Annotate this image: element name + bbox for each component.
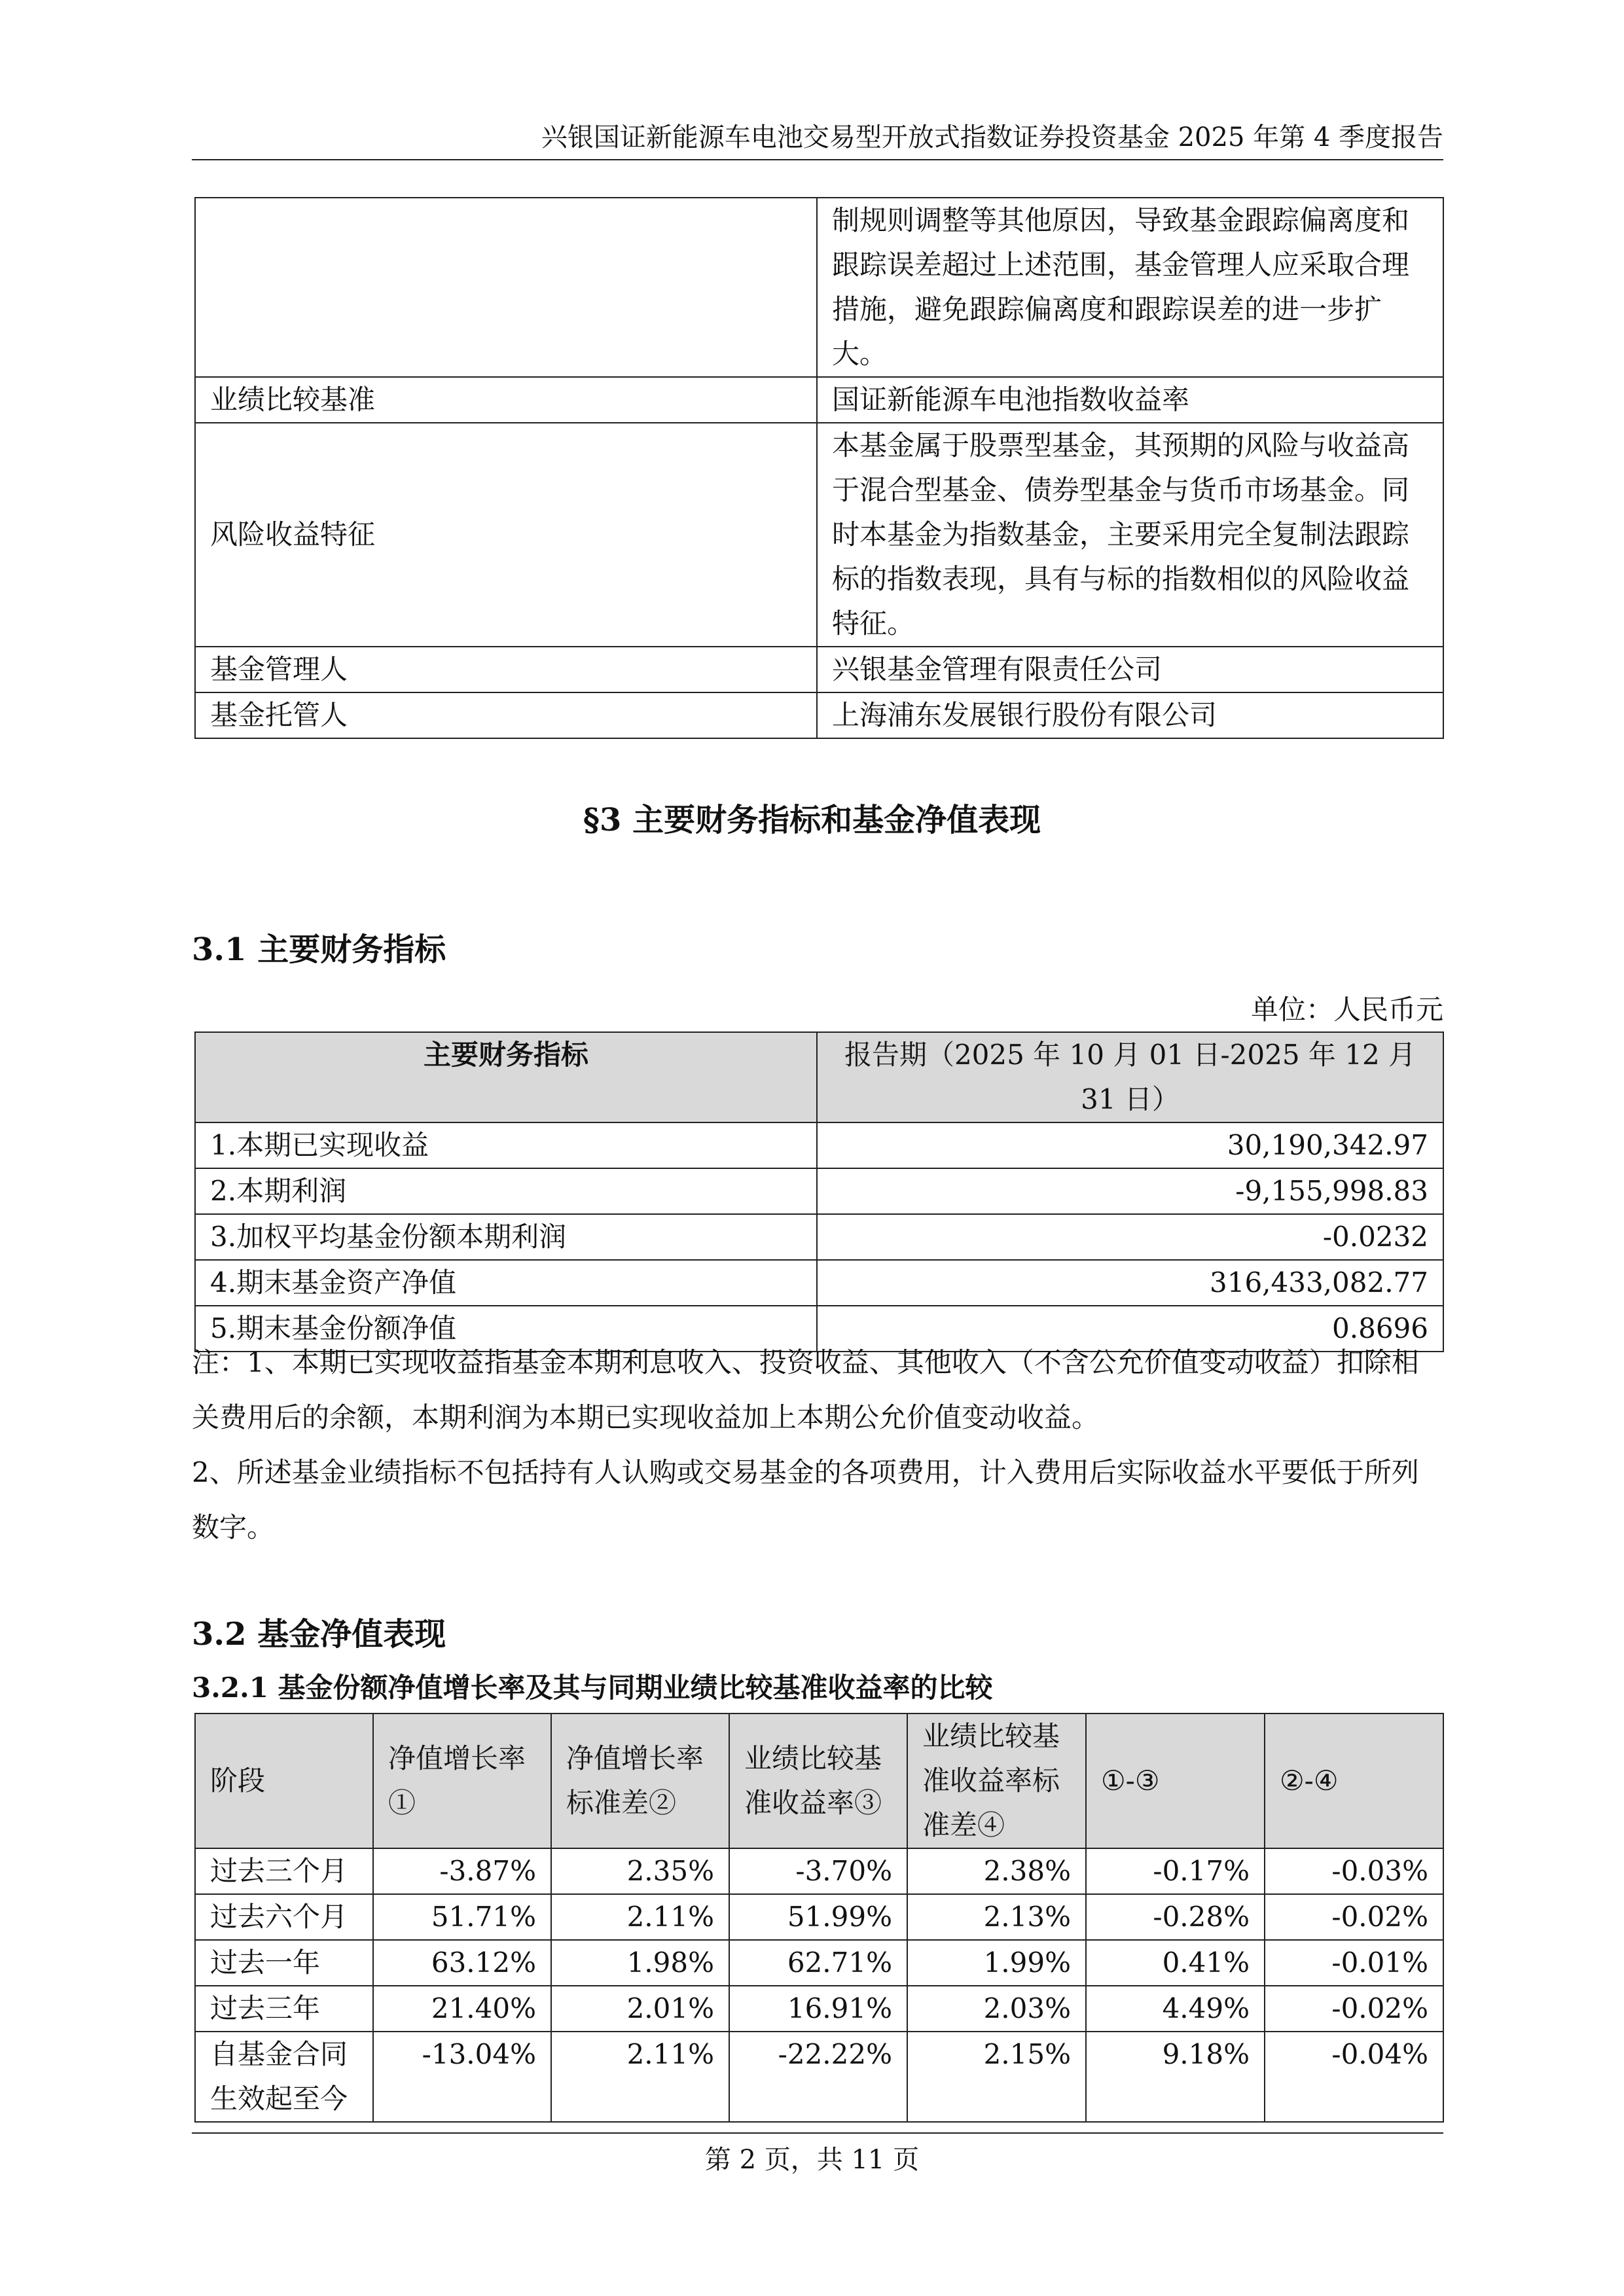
indicator-value: 316,433,082.77 bbox=[817, 1260, 1443, 1306]
table-row bbox=[195, 1214, 1443, 1260]
indicator-label: 3.加权平均基金份额本期利润 bbox=[195, 1214, 817, 1260]
table-cell: -3.70% bbox=[729, 1848, 907, 1894]
table-header-row bbox=[195, 1032, 1443, 1122]
table-row bbox=[195, 1122, 1443, 1168]
report-header-title: 兴银国证新能源车电池交易型开放式指数证券投资基金 2025 年第 4 季度报告 bbox=[541, 122, 1443, 152]
table-cell: 0.41% bbox=[1086, 1940, 1265, 1986]
column-header: ②-④ bbox=[1265, 1713, 1443, 1848]
financial-indicators-table bbox=[194, 1031, 1444, 1352]
column-header: ①-③ bbox=[1086, 1713, 1265, 1848]
table-cell: 16.91% bbox=[729, 1986, 907, 2032]
table-cell: -13.04% bbox=[373, 2032, 551, 2122]
table-row bbox=[195, 1260, 1443, 1306]
period-label: 过去一年 bbox=[195, 1940, 373, 1986]
info-label bbox=[195, 198, 817, 377]
info-label: 风险收益特征 bbox=[195, 423, 817, 647]
table-cell: -22.22% bbox=[729, 2032, 907, 2122]
info-label: 基金管理人 bbox=[195, 647, 817, 692]
table-cell: -0.17% bbox=[1086, 1848, 1265, 1894]
info-value: 国证新能源车电池指数收益率 bbox=[817, 377, 1443, 423]
table-cell: -0.02% bbox=[1265, 1894, 1443, 1940]
table-cell: 1.99% bbox=[907, 1940, 1086, 1986]
table-cell: 4.49% bbox=[1086, 1986, 1265, 2032]
unit-label: 单位：人民币元 bbox=[1250, 994, 1443, 1026]
table-row bbox=[195, 1848, 1443, 1894]
table-cell: -0.01% bbox=[1265, 1940, 1443, 1986]
table-cell: -0.02% bbox=[1265, 1986, 1443, 2032]
fund-info-table bbox=[194, 197, 1444, 739]
column-header: 业绩比较基准收益率③ bbox=[729, 1713, 907, 1848]
table-row bbox=[195, 1894, 1443, 1940]
table-cell: 2.11% bbox=[551, 2032, 729, 2122]
table-row bbox=[195, 423, 1443, 647]
info-label: 基金托管人 bbox=[195, 692, 817, 738]
table-cell: 2.13% bbox=[907, 1894, 1086, 1940]
indicator-label: 1.本期已实现收益 bbox=[195, 1122, 817, 1168]
indicator-label: 2.本期利润 bbox=[195, 1168, 817, 1214]
table-cell: 51.71% bbox=[373, 1894, 551, 1940]
page-number: 第 2 页，共 11 页 bbox=[704, 2145, 920, 2175]
indicator-label: 4.期末基金资产净值 bbox=[195, 1260, 817, 1306]
table-cell: 63.12% bbox=[373, 1940, 551, 1986]
table-row bbox=[195, 1986, 1443, 2032]
column-header: 业绩比较基准收益率标准差④ bbox=[907, 1713, 1086, 1848]
table-cell: 2.35% bbox=[551, 1848, 729, 1894]
column-header: 净值增长率① bbox=[373, 1713, 551, 1848]
table-cell: -3.87% bbox=[373, 1848, 551, 1894]
table-cell: 51.99% bbox=[729, 1894, 907, 1940]
indicator-value: -0.0232 bbox=[817, 1214, 1443, 1260]
table-cell: 2.11% bbox=[551, 1894, 729, 1940]
note-paragraph: 注：1、本期已实现收益指基金本期利息收入、投资收益、其他收入（不含公允价值变动收益）扣除相关费用后的余额，本期利润为本期已实现收益加上本期公允价值变动收益。 bbox=[192, 1346, 1419, 1433]
table-cell: 1.98% bbox=[551, 1940, 729, 1986]
table-cell: 62.71% bbox=[729, 1940, 907, 1986]
subsection-title: 3.2 基金净值表现 bbox=[192, 1616, 446, 1653]
note-paragraph: 2、所述基金业绩指标不包括持有人认购或交易基金的各项费用，计入费用后实际收益水平要低于所列数字。 bbox=[192, 1456, 1419, 1543]
performance-table bbox=[194, 1713, 1444, 2123]
column-header: 净值增长率标准差② bbox=[551, 1713, 729, 1848]
info-value: 上海浦东发展银行股份有限公司 bbox=[817, 692, 1443, 738]
table-cell: 9.18% bbox=[1086, 2032, 1265, 2122]
section-title: §3 主要财务指标和基金净值表现 bbox=[583, 802, 1041, 838]
indicator-value: 30,190,342.97 bbox=[817, 1122, 1443, 1168]
table-cell: -0.03% bbox=[1265, 1848, 1443, 1894]
column-header: 阶段 bbox=[195, 1713, 373, 1848]
table-header-row bbox=[195, 1713, 1443, 1848]
table-cell: -0.04% bbox=[1265, 2032, 1443, 2122]
subsection-title: 3.1 主要财务指标 bbox=[192, 931, 446, 968]
table-row bbox=[195, 1940, 1443, 1986]
column-header: 主要财务指标 bbox=[195, 1032, 817, 1122]
table-row bbox=[195, 377, 1443, 423]
indicator-label: 5.期末基金份额净值 bbox=[195, 1306, 817, 1352]
table-cell: -0.28% bbox=[1086, 1894, 1265, 1940]
period-label: 过去六个月 bbox=[195, 1894, 373, 1940]
table-row bbox=[195, 1168, 1443, 1214]
info-value: 本基金属于股票型基金，其预期的风险与收益高于混合型基金、债券型基金与货币市场基金。同时本基金为指数基金，主要采用完全复制法跟踪标的指数表现，具有与标的指数相似的风险收益特征。 bbox=[817, 423, 1443, 647]
table-row bbox=[195, 2032, 1443, 2122]
header-divider bbox=[192, 159, 1443, 160]
table-cell: 2.01% bbox=[551, 1986, 729, 2032]
info-label: 业绩比较基准 bbox=[195, 377, 817, 423]
table-cell: 21.40% bbox=[373, 1986, 551, 2032]
indicator-value: -9,155,998.83 bbox=[817, 1168, 1443, 1214]
table-row bbox=[195, 647, 1443, 692]
indicator-value: 0.8696 bbox=[817, 1306, 1443, 1352]
table-cell: 2.38% bbox=[907, 1848, 1086, 1894]
table-cell: 2.15% bbox=[907, 2032, 1086, 2122]
info-value: 兴银基金管理有限责任公司 bbox=[817, 647, 1443, 692]
info-value: 制规则调整等其他原因，导致基金跟踪偏离度和跟踪误差超过上述范围，基金管理人应采取合理措施，避免跟踪偏离度和跟踪误差的进一步扩大。 bbox=[817, 198, 1443, 377]
table-row bbox=[195, 692, 1443, 738]
footer-divider bbox=[192, 2132, 1443, 2134]
table-cell: 2.03% bbox=[907, 1986, 1086, 2032]
column-header: 报告期（2025 年 10 月 01 日-2025 年 12 月 31 日） bbox=[817, 1032, 1443, 1122]
table-row bbox=[195, 198, 1443, 377]
period-label: 过去三年 bbox=[195, 1986, 373, 2032]
period-label: 自基金合同生效起至今 bbox=[195, 2032, 373, 2122]
period-label: 过去三个月 bbox=[195, 1848, 373, 1894]
subsubsection-title: 3.2.1 基金份额净值增长率及其与同期业绩比较基准收益率的比较 bbox=[192, 1672, 993, 1704]
